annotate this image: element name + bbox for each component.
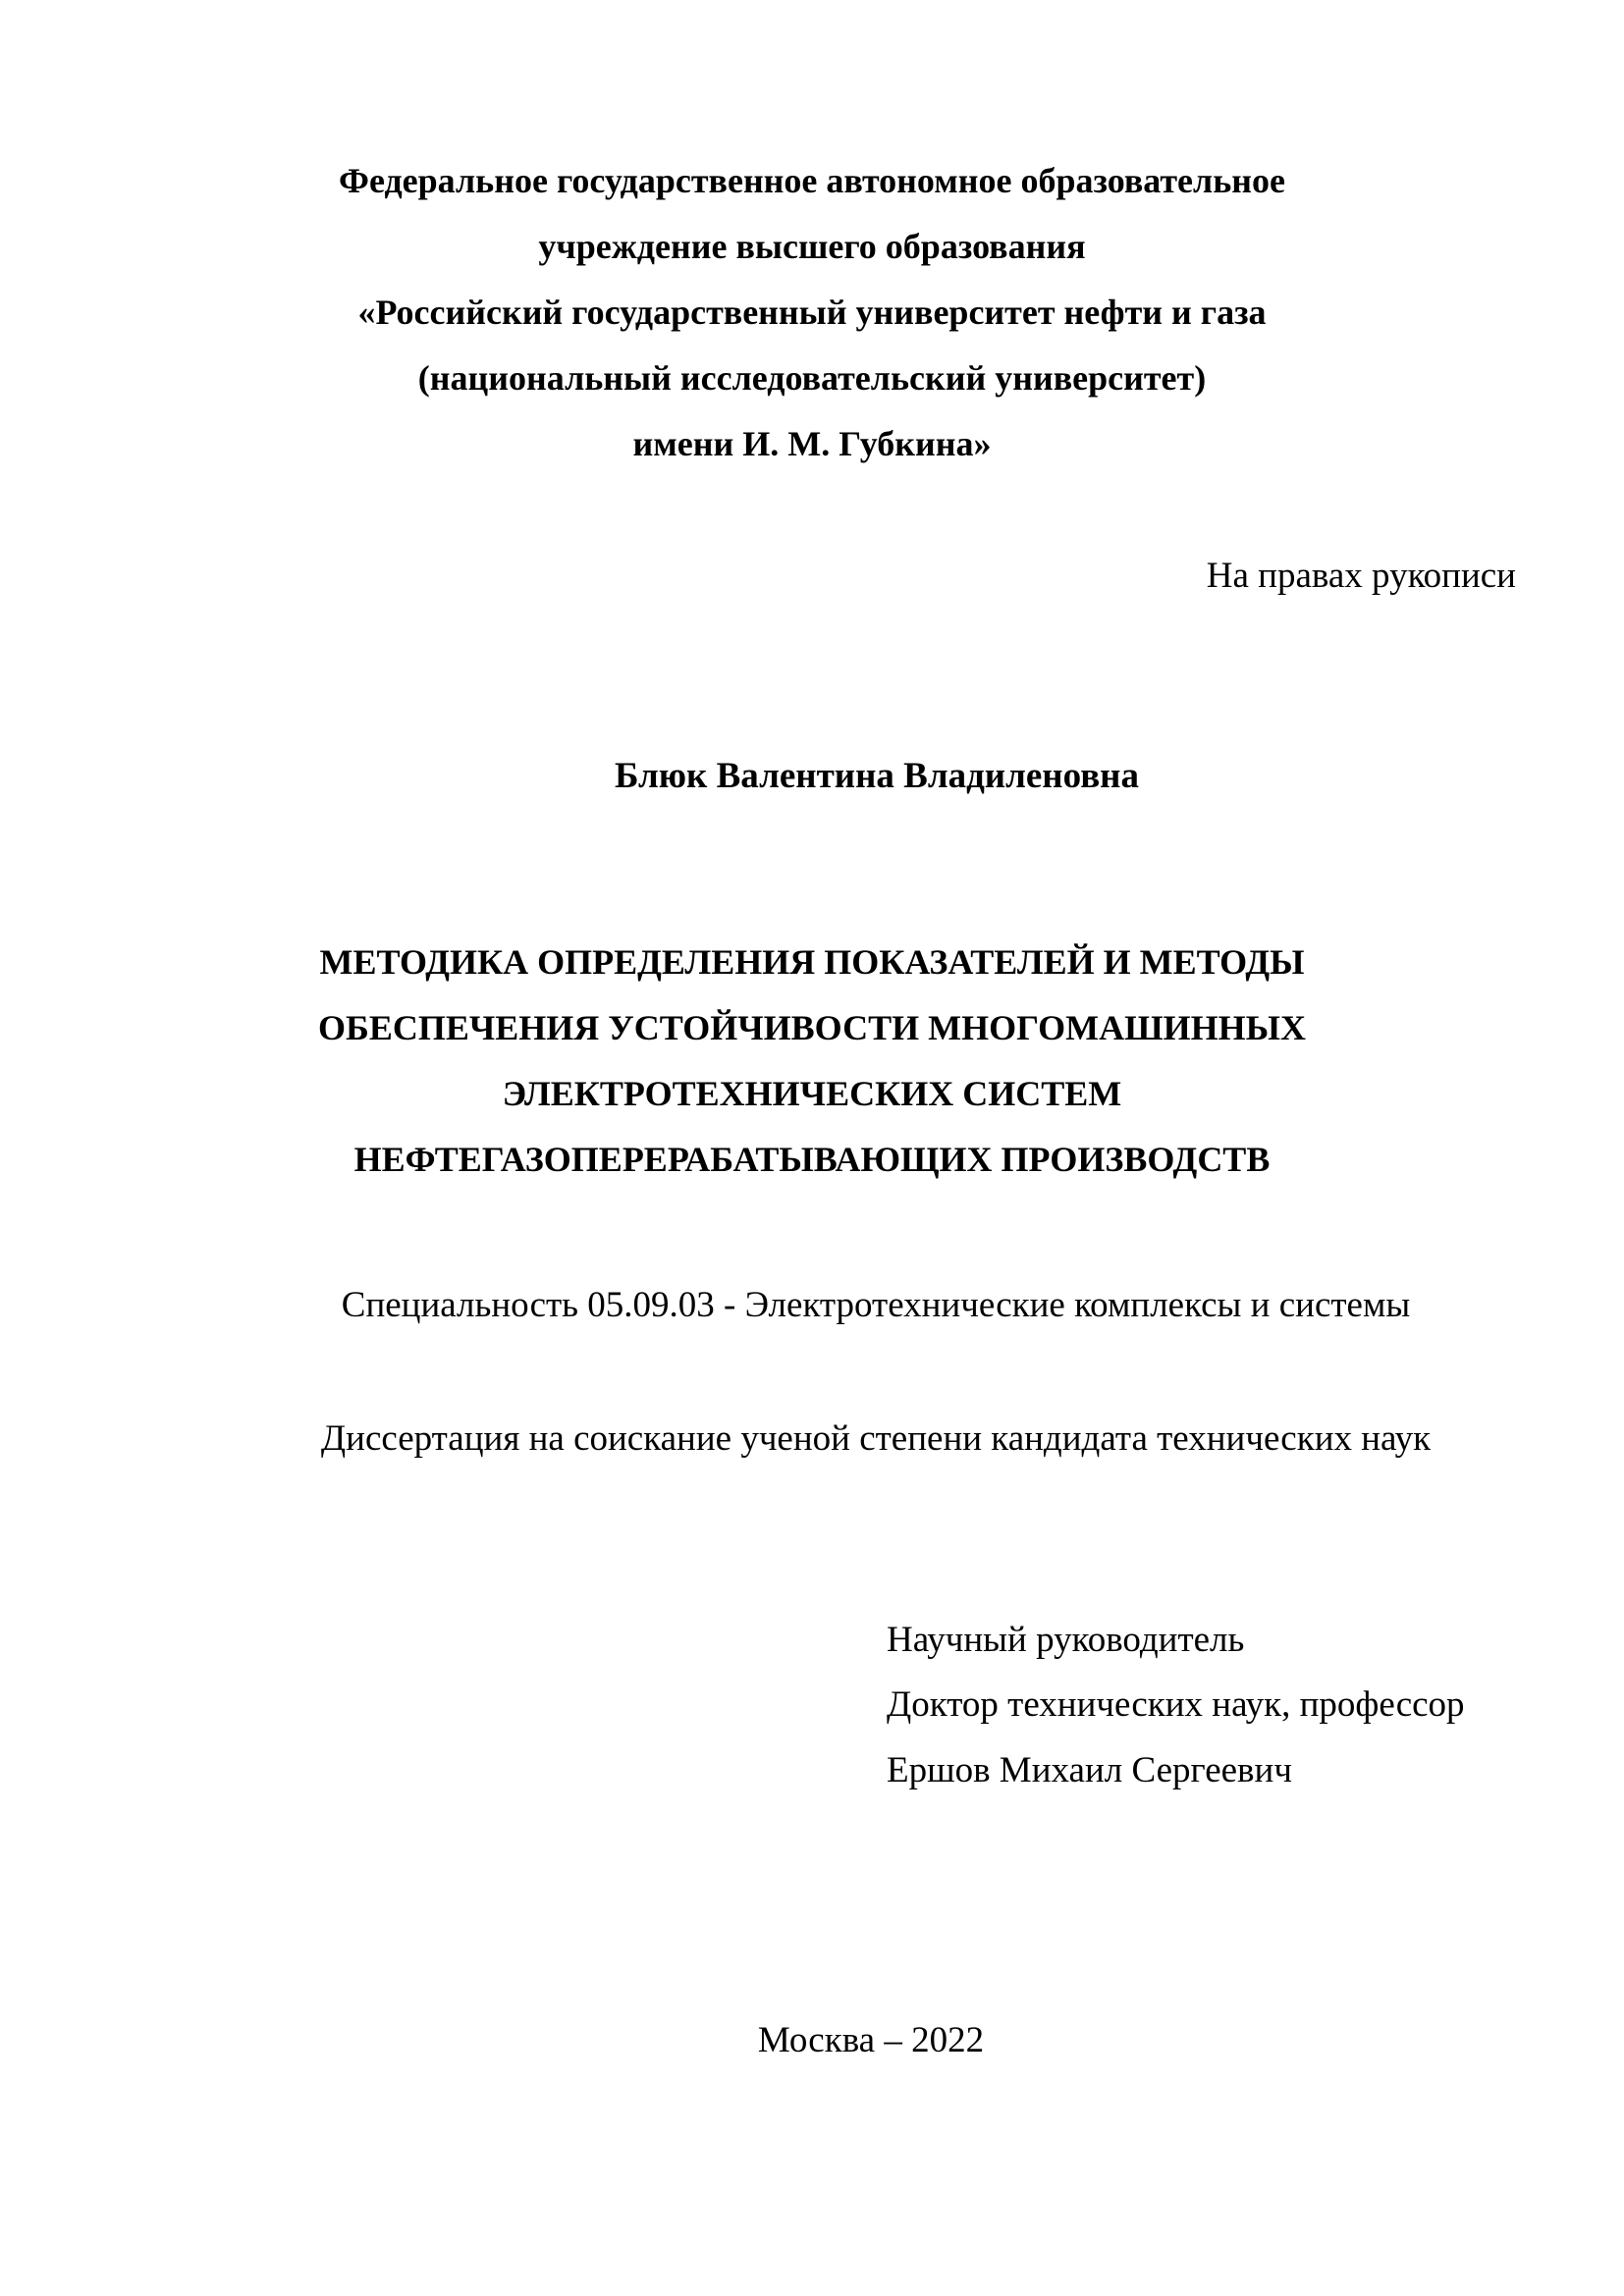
institution-line: «Российский государственный университет нефти и газа [357, 293, 1267, 332]
title-line: ОБЕСПЕЧЕНИЯ УСТОЙЧИВОСТИ МНОГОМАШИННЫХ [318, 1008, 1306, 1047]
supervisor-credentials: Доктор технических наук, профессор [887, 1684, 1465, 1725]
place-year: Москва – 2022 [757, 2020, 985, 2060]
title-line: ЭЛЕКТРОТЕХНИЧЕСКИХ СИСТЕМ [502, 1074, 1122, 1113]
title-line: МЕТОДИКА ОПРЕДЕЛЕНИЯ ПОКАЗАТЕЛЕЙ И МЕТОДЫ [319, 942, 1305, 982]
institution-line: (национальный исследовательский университет) [417, 358, 1207, 398]
supervisor-name: Ершов Михаил Сергеевич [887, 1750, 1292, 1790]
institution-line: учреждение высшего образования [538, 227, 1086, 266]
supervisor-role: Научный руководитель [887, 1620, 1245, 1660]
institution-line: Федеральное государственное автономное образовательное [339, 161, 1285, 200]
degree-line: Диссертация на соискание ученой степени кандидата технических наук [320, 1418, 1432, 1459]
title-line: НЕФТЕГАЗОПЕРЕРАБАТЫВАЮЩИХ ПРОИЗВОДСТВ [353, 1140, 1271, 1179]
specialty-line: Специальность 05.09.03 - Электротехнические комплексы и системы [341, 1285, 1411, 1325]
author-name: Блюк Валентина Владиленовна [615, 756, 1139, 796]
institution-line: имени И. М. Губкина» [632, 424, 992, 463]
manuscript-note: На правах рукописи [1206, 556, 1516, 596]
